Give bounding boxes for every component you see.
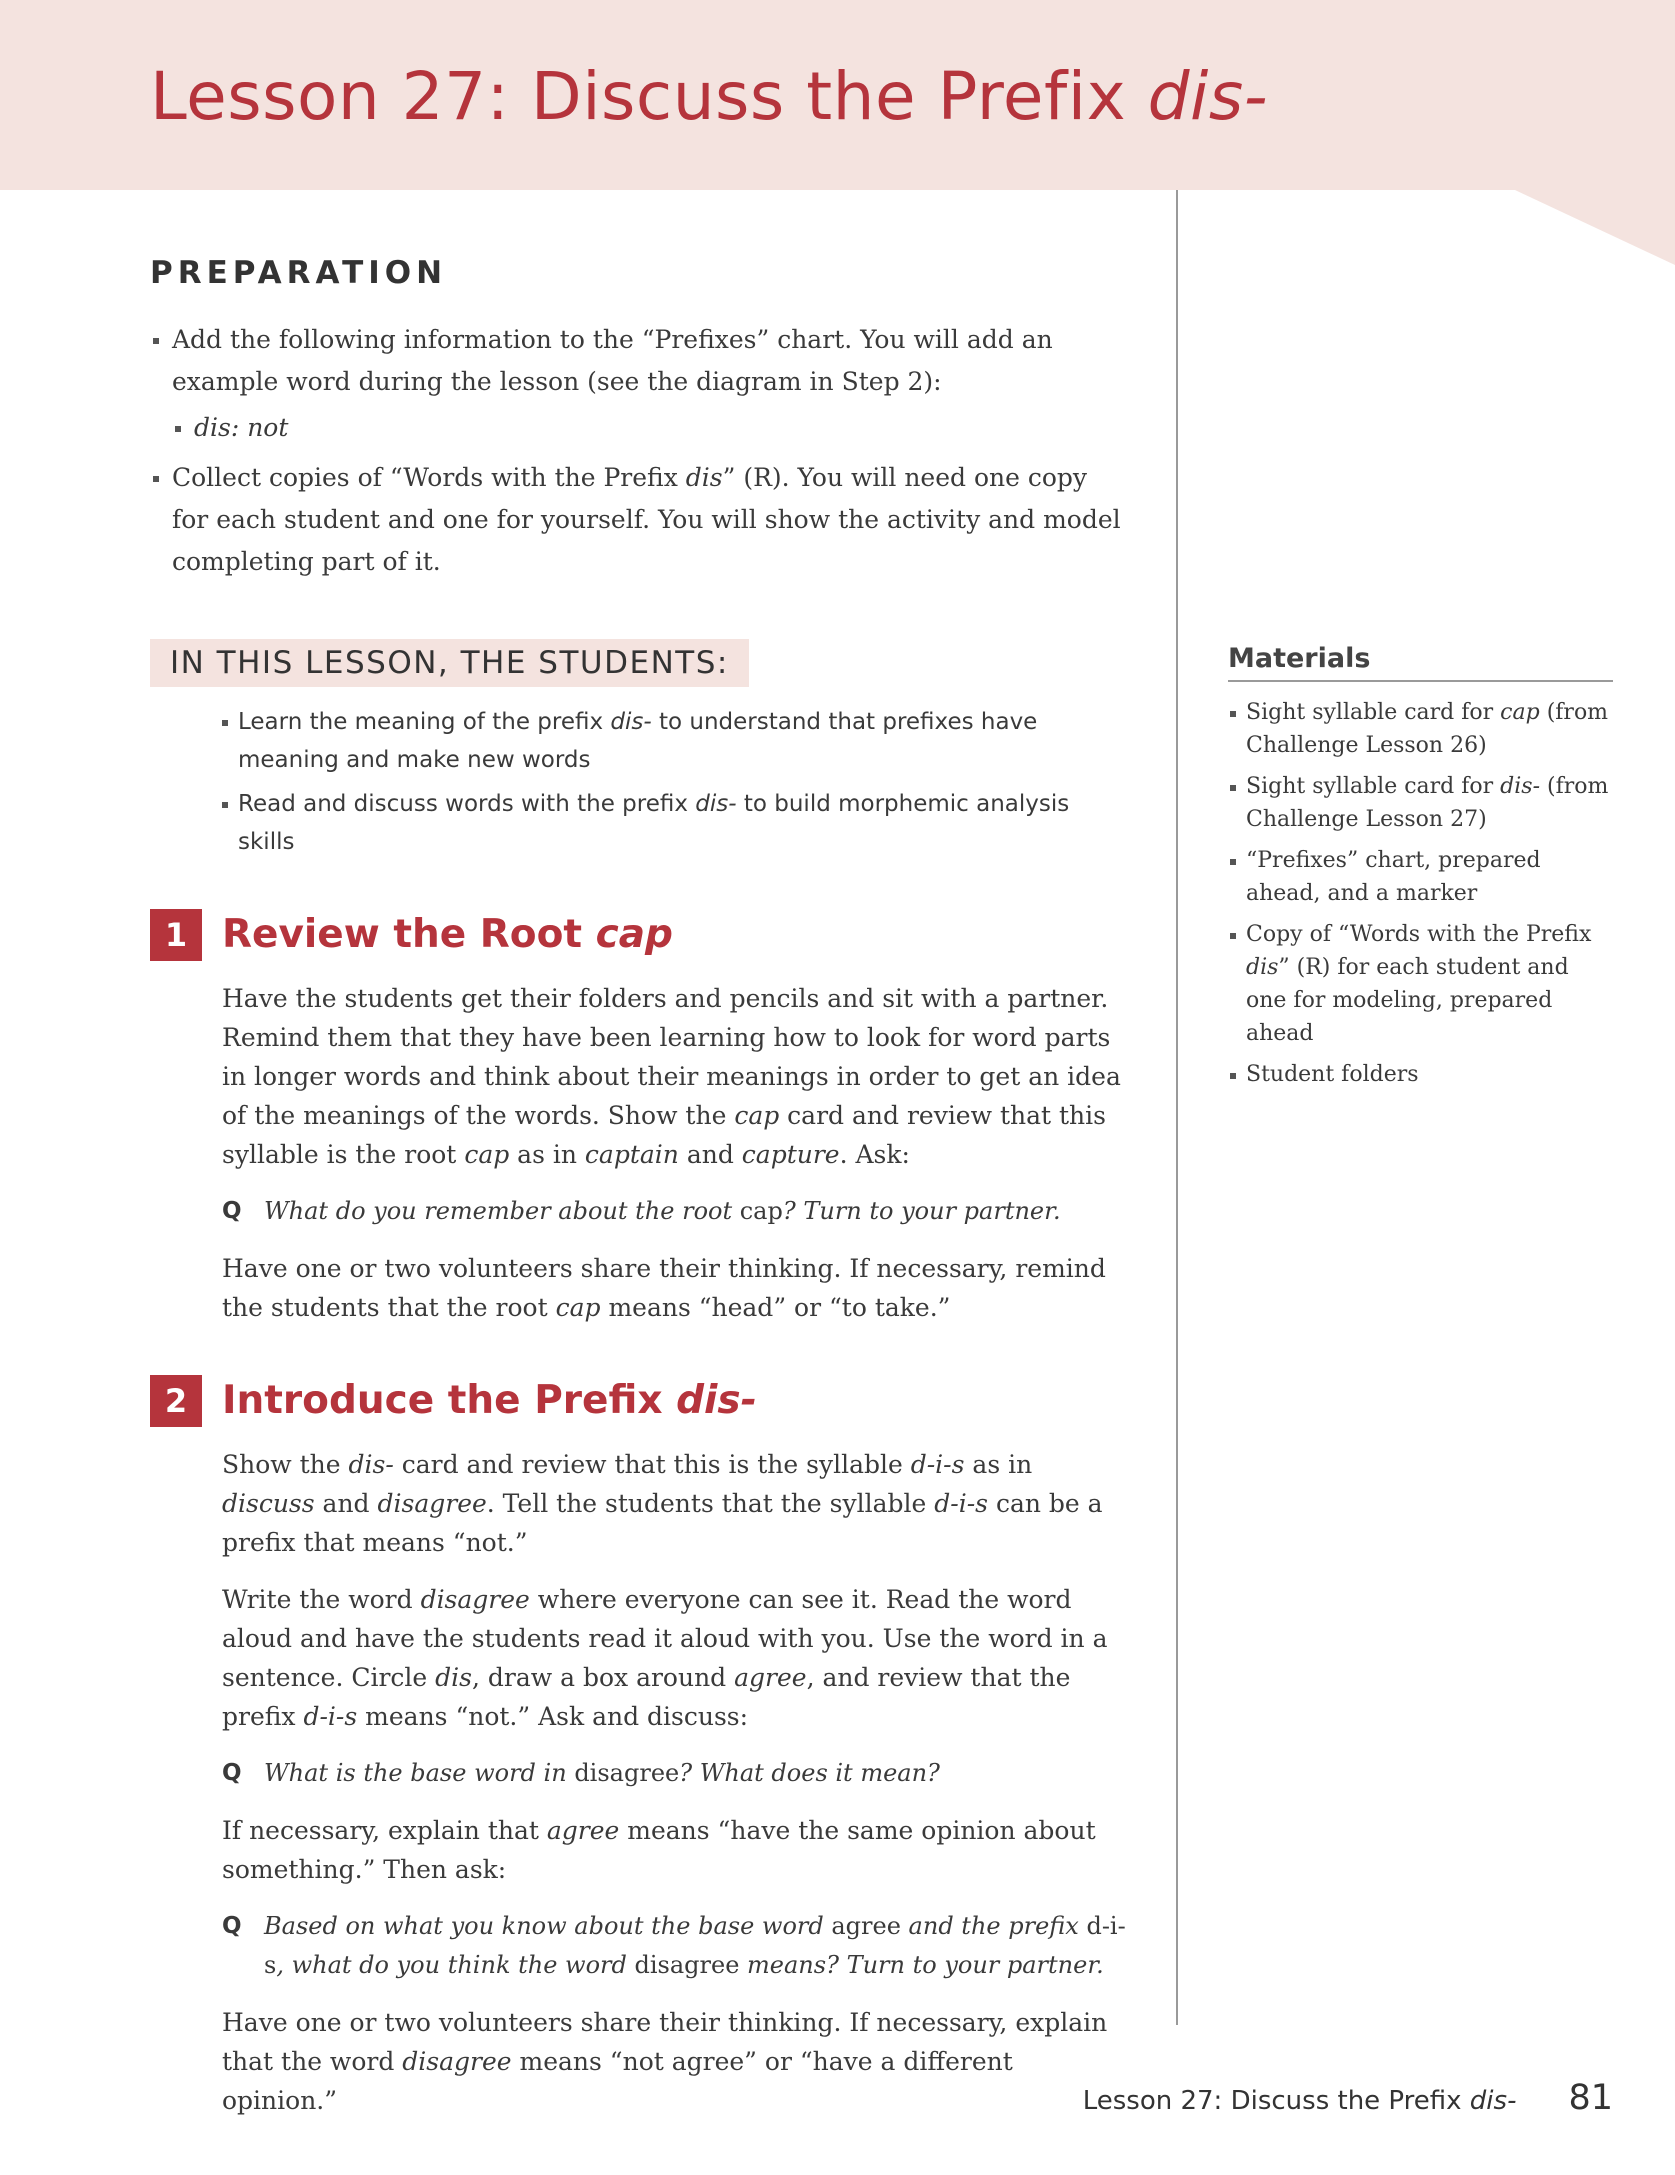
- materials-list: [1228, 696, 1613, 1091]
- step-body: [222, 979, 1130, 1327]
- discussion-question: Q What do you remember about the root cap? Turn to your partner.: [222, 1192, 1130, 1231]
- step-body: [222, 1445, 1130, 2120]
- lesson-title: Lesson 27: Discuss the Prefix dis-: [150, 58, 1269, 135]
- step-paragraph: Have one or two volunteers share their thinking. If necessary, remind the students that the root cap means “head” or “to take.”: [222, 1254, 1106, 1322]
- footer-lesson-label: Lesson 27: Discuss the Prefix dis-: [1082, 2086, 1517, 2116]
- preparation-item: Add the following information to the “Prefixes” chart. You will add an example word during the lesson (see the diagram in Step 2): dis: not: [150, 319, 1130, 449]
- objective-item: Read and discuss words with the prefix dis- to build morphemic analysis skills: [220, 785, 1130, 861]
- step-title: Review the Root cap: [222, 912, 673, 957]
- discussion-question: Q What is the base word in disagree? What does it mean?: [222, 1754, 1130, 1793]
- preparation-item: Collect copies of “Words with the Prefix dis” (R). You will need one copy for each student and one for yourself. You will show the activity and model completing part of it.: [150, 457, 1130, 583]
- step-paragraph: Have one or two volunteers share their thinking. If necessary, explain that the word disagree means “not agree” or “have a different opinion.”: [222, 2008, 1108, 2115]
- objective-item: Learn the meaning of the prefix dis- to understand that prefixes have meaning and make new words: [220, 703, 1130, 779]
- header-tab-decoration: [1515, 190, 1675, 265]
- preparation-list: [150, 319, 1130, 583]
- column-divider: [1176, 190, 1178, 2025]
- materials-item: Sight syllable card for cap (from Challenge Lesson 26): [1228, 696, 1613, 762]
- students-heading: IN THIS LESSON, THE STUDENTS:: [150, 639, 749, 687]
- materials-item: Student folders: [1228, 1058, 1613, 1091]
- page-footer: [1083, 2078, 1613, 2118]
- step-paragraph: If necessary, explain that agree means “have the same opinion about something.” Then ask:: [222, 1816, 1096, 1884]
- step-number-badge: 2: [150, 1375, 202, 1427]
- step-paragraph: Have the students get their folders and pencils and sit with a partner. Remind them that they have been learning how to look for word parts in longer words and think about their meanings in order to get an idea of the meanings of the words. Show the cap card and review that this syllable is the root cap as in captain and capture. Ask:: [222, 984, 1121, 1169]
- step-2: [150, 1375, 1130, 2120]
- preparation-heading: PREPARATION: [150, 255, 448, 291]
- materials-item: Sight syllable card for dis- (from Challenge Lesson 27): [1228, 770, 1613, 836]
- preparation-subitem: dis: not: [172, 407, 1130, 449]
- step-paragraph: Write the word disagree where everyone can see it. Read the word aloud and have the students read it aloud with you. Use the word in a sentence. Circle dis, draw a box around agree, and review that the prefix d-i-s means “not.” Ask and discuss:: [222, 1585, 1108, 1731]
- materials-heading: Materials: [1228, 643, 1613, 682]
- materials-item: Copy of “Words with the Prefix dis” (R) for each student and one for modeling, prepared ahead: [1228, 918, 1613, 1050]
- question-marker: Q: [222, 1760, 242, 1786]
- page-number: 81: [1568, 2078, 1613, 2118]
- step-number-badge: 1: [150, 909, 202, 961]
- students-objectives-list: [220, 703, 1130, 861]
- step-paragraph: Show the dis- card and review that this is the syllable d-i-s as in discuss and disagree. Tell the students that the syllable d-i-s can be a prefix that means “not.”: [222, 1450, 1103, 1557]
- step-title: Introduce the Prefix dis-: [222, 1378, 757, 1423]
- materials-sidebar: [1228, 643, 1613, 1099]
- question-marker: Q: [222, 1198, 242, 1224]
- materials-item: “Prefixes” chart, prepared ahead, and a marker: [1228, 844, 1613, 910]
- discussion-question: Q Based on what you know about the base word agree and the prefix d-i-s, what do you think the word disagree means? Turn to your partner.: [222, 1907, 1130, 1985]
- step-1: [150, 909, 1130, 1327]
- main-column: [150, 255, 1130, 2120]
- question-marker: Q: [222, 1913, 242, 1939]
- preparation-sublist: [172, 407, 1130, 449]
